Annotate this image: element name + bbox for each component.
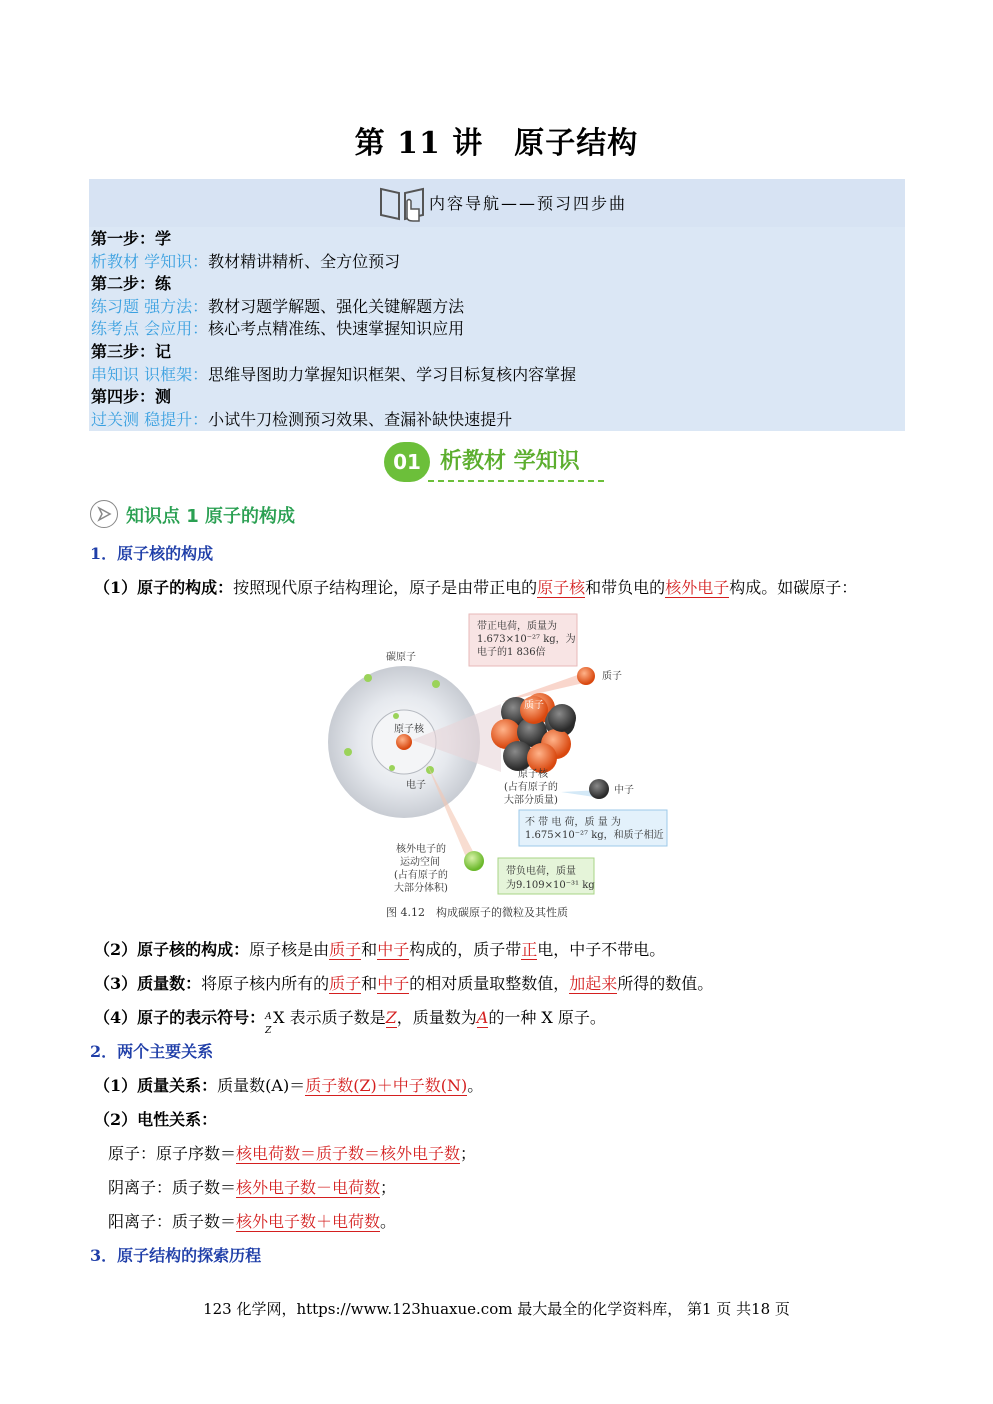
nav-row [91, 409, 512, 431]
p1-text: 构成。如碳原子： [729, 578, 858, 597]
nav-item-text: 教材习题学解题、强化关键解题方法 [208, 296, 465, 316]
space-note-line1: 核外电子的 [396, 844, 446, 855]
p2-text: 电，中子不带电。 [537, 940, 666, 959]
book-hand-icon [377, 183, 427, 227]
nucleus-note-line2: (占有原子的 [504, 782, 558, 793]
paragraph-6 [94, 1107, 217, 1130]
p3-text: 和 [361, 974, 378, 993]
p5-text: 。 [467, 1076, 484, 1095]
nav-row [91, 251, 400, 273]
section-banner [384, 440, 614, 488]
paragraph-7 [108, 1141, 476, 1164]
p4-blank-1: Z [385, 1008, 397, 1027]
section-label: 析教材 学知识 [440, 449, 580, 474]
p1-text: 按照现代原子结构理论，原子是由带正电的 [233, 578, 538, 597]
label-carbon-atom: 碳原子 [386, 652, 416, 663]
paragraph-8 [108, 1175, 396, 1198]
label-proton-inner: 质子 [524, 700, 544, 711]
knowledge-point-title: 知识点 1 原子的构成 [126, 506, 296, 527]
nucleus-note-line3: 大部分质量) [504, 795, 558, 806]
nav-row [91, 296, 464, 318]
nav-item-label: 析教材 学知识： [91, 251, 209, 271]
nav-row [91, 273, 171, 295]
neutron-box-line2: 1.675×10⁻²⁷ kg，和质子相近 [525, 830, 664, 841]
p5-lead: （1）质量关系： [94, 1076, 218, 1095]
p3-blank-2: 中子 [377, 974, 410, 993]
nav-step-heading: 第三步：记 [91, 342, 172, 361]
p1-blank-2: 核外电子 [665, 578, 730, 597]
heading-1: 1．原子核的构成 [90, 544, 214, 563]
nav-header [89, 179, 905, 227]
paragraph-4 [94, 1005, 606, 1036]
mass-number-sup: A [265, 1012, 272, 1022]
proton-box-line1: 带正电荷，质量为 [477, 621, 557, 632]
figure-caption: 图 4.12 构成碳原子的微粒及其性质 [386, 906, 568, 919]
content-navigation [89, 179, 905, 431]
nav-row [91, 386, 171, 408]
p3-blank-1: 质子 [329, 974, 362, 993]
p3-text: 将原子核内所有的 [201, 974, 330, 993]
p4-text: 的一种 X 原子。 [488, 1008, 606, 1027]
paragraph-9 [108, 1209, 396, 1232]
paragraph-5 [94, 1073, 483, 1096]
label-electron: 电子 [406, 780, 426, 791]
nav-title: 内容导航——预习四步曲 [429, 194, 628, 213]
paragraph-3 [94, 971, 713, 994]
neutron-box-line1: 不 带 电 荷，质 量 为 [525, 817, 621, 828]
nav-row [91, 364, 576, 386]
p2-text: 原子核是由 [249, 940, 330, 959]
p4-lead: （4）原子的表示符号： [94, 1008, 266, 1027]
section-underline [428, 480, 604, 482]
nav-step-heading: 第四步：测 [91, 387, 172, 407]
section-number: 01 [384, 442, 430, 482]
p3-blank-3: 加起来 [569, 974, 618, 993]
heading-3: 3．原子结构的探索历程 [90, 1246, 262, 1265]
proton-box-line2: 1.673×10⁻²⁷ kg，为 [477, 634, 576, 645]
p3-lead: （3）质量数： [94, 974, 202, 993]
p6-lead: （2）电性关系： [94, 1110, 218, 1129]
p2-text: 构成的，质子带 [409, 940, 522, 959]
nav-step-heading: 第二步：练 [91, 274, 172, 294]
p2-blank-3: 正 [521, 940, 538, 959]
nav-item-text: 小试牛刀检测预习效果、查漏补缺快速提升 [208, 409, 513, 429]
p9-text: 阳离子：质子数＝ [108, 1212, 237, 1231]
paragraph-2 [94, 937, 665, 960]
nav-item-label: 练考点 会应用： [91, 319, 209, 339]
electron-box-line1: 带负电荷，质量 [506, 866, 576, 877]
nav-item-text: 核心考点精准练、快速掌握知识应用 [208, 319, 465, 339]
label-neutron: 中子 [614, 785, 634, 796]
proton-box-line3: 电子的1 836倍 [477, 647, 546, 658]
nav-item-text: 思维导图助力掌握知识框架、学习目标复核内容掌握 [208, 364, 577, 384]
p4-text: X 表示质子数是 [273, 1008, 386, 1027]
p5-blank-1: 质子数(Z)＋中子数(N) [305, 1076, 468, 1095]
label-proton: 质子 [602, 671, 622, 682]
carbon-atom-figure [326, 612, 671, 922]
p4-text: ，质量数为 [396, 1008, 477, 1027]
nav-item-label: 过关测 稳提升： [91, 409, 209, 429]
p2-blank-2: 中子 [377, 940, 410, 959]
p3-text: 所得的数值。 [617, 974, 714, 993]
p7-text: 原子：原子序数＝ [108, 1144, 237, 1163]
space-note-line4: 大部分体积) [394, 883, 448, 894]
p1-lead: （1）原子的构成： [94, 578, 234, 597]
p9-blank-1: 核外电子数＋电荷数 [236, 1212, 381, 1231]
nav-row [91, 228, 171, 250]
electron-box-line2: 为9.109×10⁻³¹ kg [506, 880, 595, 891]
nucleus-note-line1: 原子核 [518, 769, 548, 780]
nuclide-notation [265, 1012, 273, 1036]
nav-row [91, 341, 171, 363]
arrow-icon [90, 500, 118, 528]
p8-text: 阴离子：质子数＝ [108, 1178, 237, 1197]
p1-text: 和带负电的 [585, 578, 666, 597]
p1-blank-1: 原子核 [537, 578, 586, 597]
p9-text: 。 [380, 1212, 397, 1231]
p2-blank-1: 质子 [329, 940, 362, 959]
nav-item-label: 练习题 强方法： [91, 296, 209, 316]
nav-item-label: 串知识 识框架： [91, 364, 209, 384]
space-note-line3: (占有原子的 [394, 870, 448, 881]
page-footer: 123 化学网，https://www.123huaxue.com 最大最全的化学资料库， 第1 页 共18 页 [203, 1300, 790, 1318]
p2-text: 和 [361, 940, 378, 959]
p3-text: 的相对质量取整数值， [409, 974, 570, 993]
page-title: 第 11 讲 原子结构 [354, 126, 639, 161]
label-nucleus-small: 原子核 [394, 724, 424, 735]
p8-text: ； [380, 1178, 397, 1197]
p2-lead: （2）原子核的构成： [94, 940, 250, 959]
heading-2: 2．两个主要关系 [90, 1042, 214, 1061]
atomic-number-sub: Z [265, 1026, 272, 1036]
space-note-line2: 运动空间 [400, 857, 440, 868]
p5-text: 质量数(A)＝ [217, 1076, 306, 1095]
nav-item-text: 教材精讲精析、全方位预习 [208, 251, 401, 271]
p4-blank-2: A [476, 1008, 489, 1027]
nav-step-heading: 第一步：学 [91, 229, 172, 248]
nav-row [91, 318, 464, 340]
paragraph-1 [94, 575, 857, 598]
p8-blank-1: 核外电子数－电荷数 [236, 1178, 381, 1197]
p7-text: ； [460, 1144, 477, 1163]
p7-blank-1: 核电荷数＝质子数＝核外电子数 [236, 1144, 461, 1163]
